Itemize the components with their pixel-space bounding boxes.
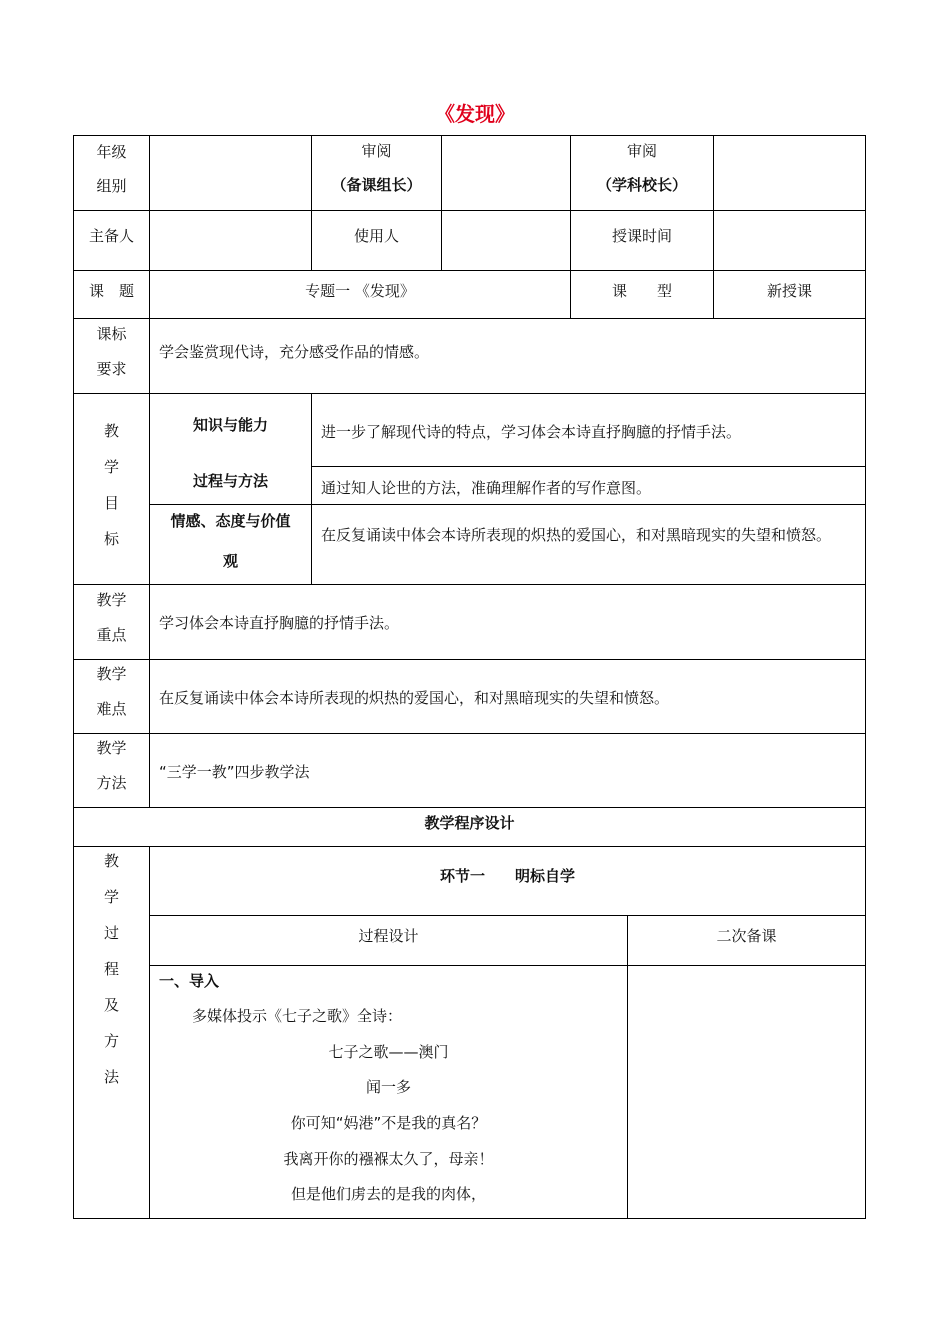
grade-label: 年级 [96, 143, 127, 161]
row-divider [73, 584, 866, 585]
teach-time-label: 授课时间 [611, 227, 672, 245]
objective-value: 在反复诵读中体会本诗所表现的炽热的爱国心，和对黑暗现实的失望和愤怒。 [321, 526, 832, 544]
row-divider [73, 393, 866, 394]
row-divider [73, 210, 866, 211]
poem-line: 但是他们虏去的是我的肉体， [290, 1185, 486, 1203]
objective-name: 过程与方法 [192, 472, 268, 490]
poem-line: 你可知“妈港”不是我的真名？ [290, 1114, 487, 1132]
objective-name: 情感、态度与价值 [170, 512, 291, 530]
row-divider [311, 466, 866, 467]
type-label: 课 型 [611, 282, 672, 300]
key-point-label: 重点 [96, 626, 127, 644]
process-label: 过 [103, 924, 119, 942]
objective-name: 知识与能力 [192, 416, 268, 434]
method-label: 教学 [96, 739, 127, 757]
poem-author: 闻一多 [365, 1078, 411, 1096]
method-label: 方法 [96, 774, 127, 792]
process-label: 教 [103, 852, 119, 870]
standards-label: 要求 [96, 360, 127, 378]
objectives-label: 学 [103, 458, 119, 476]
difficulty-label: 教学 [96, 665, 127, 683]
row-divider [73, 659, 866, 660]
row-divider [73, 318, 866, 319]
review-role-label: （学科校长） [596, 176, 687, 194]
row-divider [73, 270, 866, 271]
row-divider [73, 807, 866, 808]
col-divider [311, 393, 312, 585]
col-design-header: 过程设计 [358, 927, 419, 945]
topic-value: 专题一 《发现》 [305, 282, 415, 300]
process-label: 方 [103, 1032, 119, 1050]
process-label: 法 [103, 1068, 119, 1086]
type-value: 新授课 [766, 282, 812, 300]
col-divider [441, 135, 442, 271]
objectives-label: 教 [103, 422, 119, 440]
standards-label: 课标 [96, 325, 127, 343]
poem-line: 我离开你的襁褓太久了，母亲！ [283, 1150, 494, 1168]
intro-heading: 一、导入 [159, 972, 220, 990]
table-border-right [865, 135, 866, 1219]
review-label: 审阅 [361, 142, 392, 160]
col-divider [627, 915, 628, 1219]
table-border-top [73, 135, 866, 136]
row-divider [149, 915, 866, 916]
row-divider [149, 504, 866, 505]
document-title: 《发现》 [435, 102, 515, 126]
objectives-label: 标 [103, 530, 119, 548]
row-divider [73, 846, 866, 847]
difficulty-value: 在反复诵读中体会本诗所表现的炽热的爱国心，和对黑暗现实的失望和愤怒。 [159, 689, 670, 707]
program-heading: 教学程序设计 [424, 814, 515, 832]
process-label: 及 [103, 996, 119, 1014]
group-label: 组别 [96, 177, 127, 195]
row-divider [73, 733, 866, 734]
key-point-value: 学习体会本诗直抒胸臆的抒情手法。 [159, 614, 400, 632]
objective-value: 通过知人论世的方法，准确理解作者的写作意图。 [321, 479, 652, 497]
user-label: 使用人 [353, 227, 399, 245]
objectives-label: 目 [103, 494, 119, 512]
section-title: 环节一 明标自学 [439, 867, 575, 885]
objective-name: 观 [222, 552, 238, 570]
difficulty-label: 难点 [96, 700, 127, 718]
lead-teacher-label: 主备人 [88, 227, 134, 245]
process-label: 学 [103, 888, 119, 906]
col-second-header: 二次备课 [716, 927, 777, 945]
review-label: 审阅 [626, 142, 657, 160]
standards-value: 学会鉴赏现代诗，充分感受作品的情感。 [159, 343, 430, 361]
review-role-label: （备课组长） [331, 176, 422, 194]
topic-label: 课 题 [88, 282, 134, 300]
key-point-label: 教学 [96, 591, 127, 609]
row-divider [149, 965, 866, 966]
poem-title: 七子之歌——澳门 [328, 1043, 449, 1061]
method-value: “三学一教”四步教学法 [159, 763, 310, 781]
table-border-bottom [73, 1218, 866, 1219]
objective-value: 进一步了解现代诗的特点，学习体会本诗直抒胸臆的抒情手法。 [321, 423, 742, 441]
intro-text: 多媒体投示《七子之歌》全诗： [192, 1007, 403, 1025]
process-label: 程 [103, 960, 119, 978]
